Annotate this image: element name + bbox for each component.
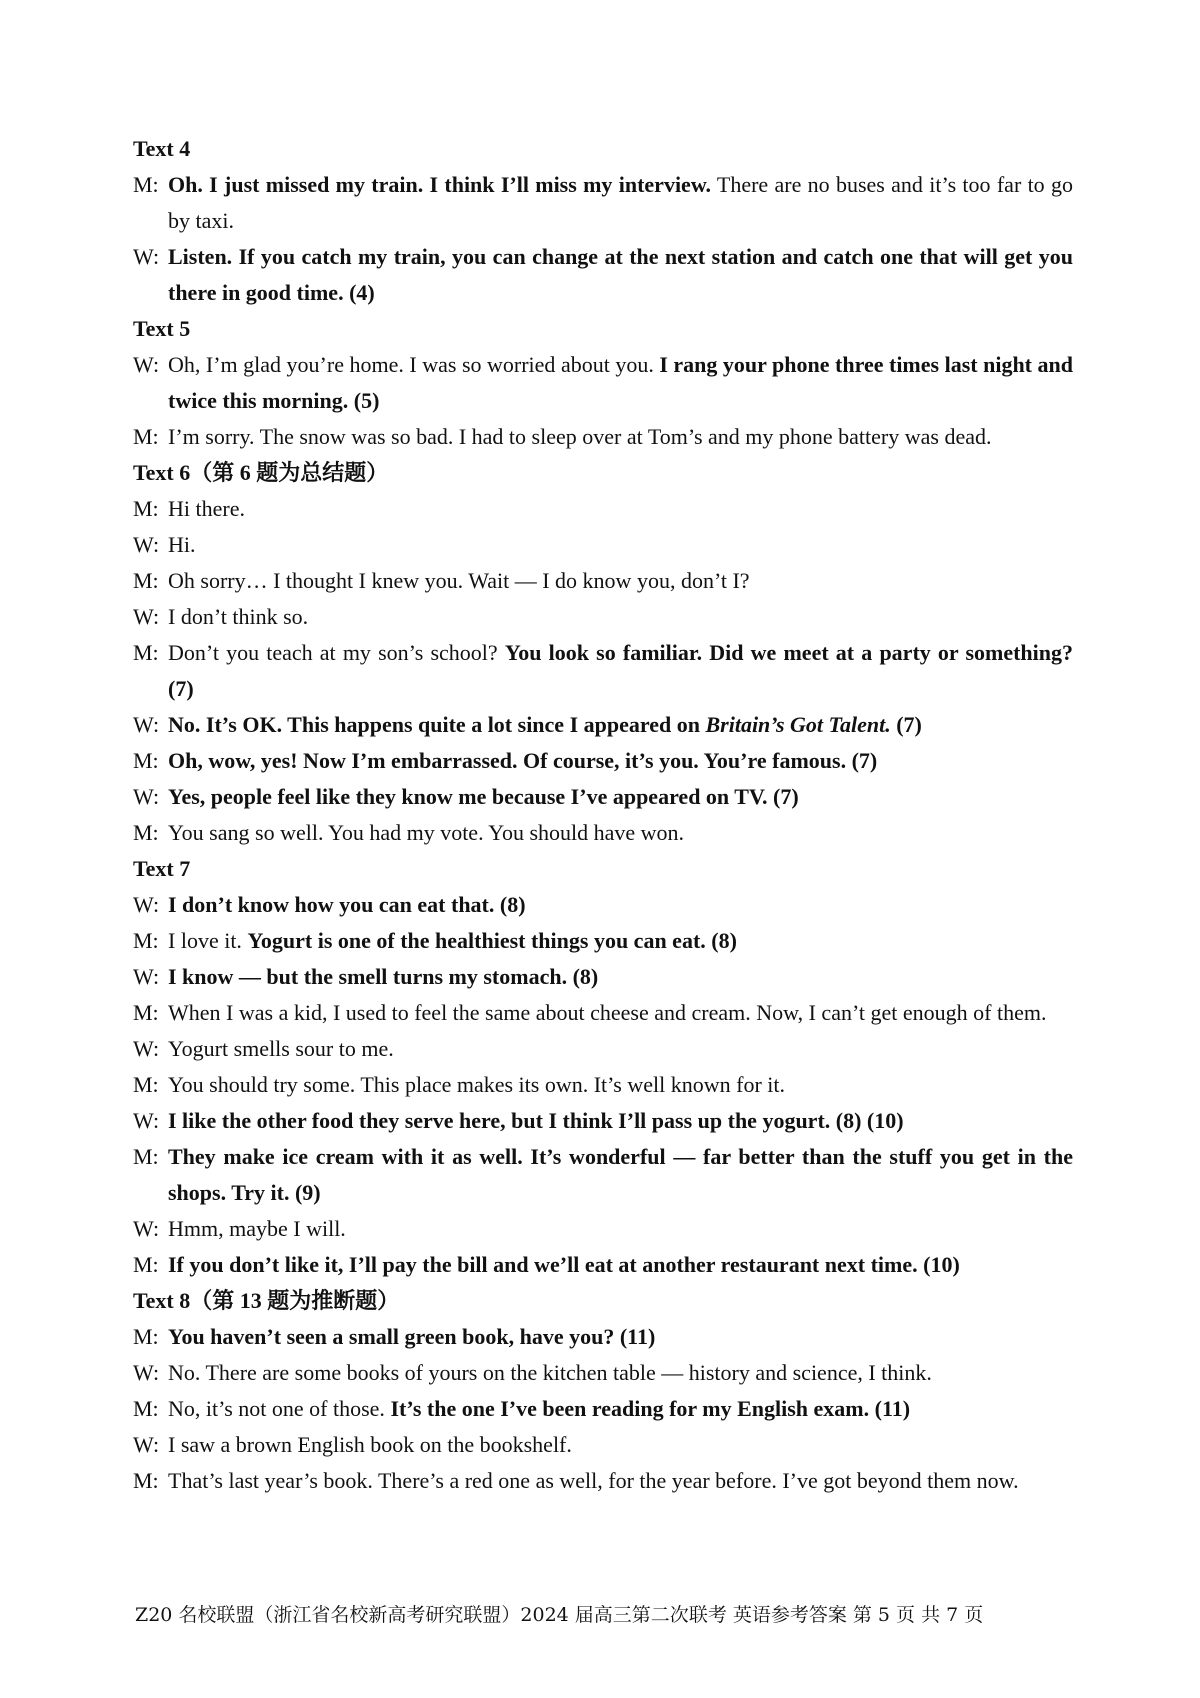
speaker-label: M: (133, 1072, 159, 1097)
dialogue-line (133, 1355, 1073, 1391)
transcript-content (133, 131, 1073, 1499)
speaker-label: W: (133, 1108, 160, 1133)
dialogue-line (133, 599, 1073, 635)
dialogue-line (133, 491, 1073, 527)
dialogue-line (133, 1139, 1073, 1211)
speaker-label: M: (133, 496, 159, 521)
answer-highlight-text: Listen. If you catch my train, you can change at the next station and catch one that will get you there in good time. (4) (168, 244, 1073, 305)
dialogue-line (133, 1319, 1073, 1355)
dialogue-line (133, 527, 1073, 563)
dialogue-text: I love it. (168, 928, 248, 953)
section-heading: Text 8（第 13 题为推断题） (133, 1288, 400, 1313)
answer-highlight-text: You look so familiar. Did we meet at a party or something? (7) (168, 640, 1074, 701)
dialogue-text: You sang so well. You had my vote. You should have won. (168, 820, 685, 845)
speaker-label: W: (133, 604, 160, 629)
dialogue-line (133, 1031, 1073, 1067)
speaker-label: M: (133, 820, 159, 845)
dialogue-text: No. There are some books of yours on the kitchen table — history and science, I think. (168, 1360, 932, 1385)
answer-highlight-text: I rang your phone three times last night and twice this morning. (5) (168, 352, 1073, 413)
answer-highlight-text: It’s the one I’ve been reading for my English exam. (11) (390, 1396, 911, 1421)
dialogue-line (133, 743, 1073, 779)
speaker-label: M: (133, 568, 159, 593)
speaker-label: M: (133, 1144, 159, 1169)
answer-highlight-text: Oh, wow, yes! Now I’m embarrassed. Of course, it’s you. You’re famous. (7) (168, 748, 878, 773)
speaker-label: M: (133, 172, 159, 197)
speaker-label: M: (133, 748, 159, 773)
dialogue-text: No, it’s not one of those. (168, 1396, 391, 1421)
dialogue-line (133, 995, 1073, 1031)
speaker-label: W: (133, 784, 160, 809)
speaker-label: M: (133, 1252, 159, 1277)
speaker-label: M: (133, 928, 159, 953)
dialogue-text: There are no buses and it’s too far to go by taxi. (168, 172, 1073, 233)
dialogue-text: When I was a kid, I used to feel the same about cheese and cream. Now, I can’t get enough of them. (168, 1000, 1047, 1025)
dialogue-text: Oh, I’m glad you’re home. I was so worried about you. (168, 352, 660, 377)
speaker-label: M: (133, 1468, 159, 1493)
answer-highlight-text: I like the other food they serve here, but I think I’ll pass up the yogurt. (8) (10) (168, 1108, 904, 1133)
section-heading: Text 5 (133, 316, 191, 341)
answer-highlight-text: Britain’s Got Talent. (705, 712, 891, 737)
dialogue-text: I saw a brown English book on the bookshelf. (168, 1432, 572, 1457)
dialogue-line (133, 419, 1073, 455)
speaker-label: W: (133, 1036, 160, 1061)
answer-highlight-text: Yogurt is one of the healthiest things you can eat. (8) (247, 928, 737, 953)
dialogue-text: You should try some. This place makes its own. It’s well known for it. (168, 1072, 785, 1097)
speaker-label: M: (133, 1396, 159, 1421)
speaker-label: W: (133, 712, 160, 737)
speaker-label: W: (133, 352, 160, 377)
dialogue-text: Oh sorry… I thought I knew you. Wait — I do know you, don’t I? (168, 568, 750, 593)
dialogue-text: That’s last year’s book. There’s a red one as well, for the year before. I’ve got beyond them now. (168, 1468, 1019, 1493)
answer-highlight-text: If you don’t like it, I’ll pay the bill and we’ll eat at another restaurant next time. (10) (168, 1252, 960, 1277)
answer-highlight-text: I know — but the smell turns my stomach. (8) (168, 964, 599, 989)
page-footer: Z20 名校联盟（浙江省名校新高考研究联盟）2024 届高三第二次联考 英语参考答案 第 5 页 共 7 页 (135, 1604, 984, 1626)
answer-highlight-text: You haven’t seen a small green book, have you? (11) (168, 1324, 656, 1349)
speaker-label: M: (133, 424, 159, 449)
section-heading: Text 6（第 6 题为总结题） (133, 460, 389, 485)
dialogue-line (133, 1463, 1073, 1499)
dialogue-line (133, 707, 1073, 743)
speaker-label: M: (133, 1000, 159, 1025)
dialogue-line (133, 1391, 1073, 1427)
speaker-label: W: (133, 892, 160, 917)
answer-highlight-text: (7) (890, 712, 922, 737)
dialogue-line (133, 887, 1073, 923)
dialogue-text: Hi. (168, 532, 196, 557)
dialogue-line (133, 1247, 1073, 1283)
dialogue-line (133, 347, 1073, 419)
dialogue-line (133, 923, 1073, 959)
speaker-label: W: (133, 244, 160, 269)
speaker-label: M: (133, 640, 159, 665)
speaker-label: W: (133, 1360, 160, 1385)
dialogue-line (133, 563, 1073, 599)
dialogue-line (133, 635, 1073, 707)
dialogue-line (133, 815, 1073, 851)
dialogue-line (133, 1103, 1073, 1139)
dialogue-text: Hi there. (168, 496, 245, 521)
answer-highlight-text: Yes, people feel like they know me because I’ve appeared on TV. (7) (168, 784, 799, 809)
speaker-label: W: (133, 1216, 160, 1241)
dialogue-line (133, 779, 1073, 815)
dialogue-line (133, 167, 1073, 239)
section-heading: Text 4 (133, 136, 191, 161)
dialogue-text: Yogurt smells sour to me. (168, 1036, 394, 1061)
dialogue-line (133, 1067, 1073, 1103)
speaker-label: W: (133, 1432, 160, 1457)
speaker-label: W: (133, 532, 160, 557)
answer-highlight-text: Oh. I just missed my train. I think I’ll miss my interview. (168, 172, 711, 197)
dialogue-text: Hmm, maybe I will. (168, 1216, 346, 1241)
dialogue-line (133, 1211, 1073, 1247)
dialogue-text: I’m sorry. The snow was so bad. I had to sleep over at Tom’s and my phone battery was dead. (168, 424, 992, 449)
dialogue-line (133, 239, 1073, 311)
answer-highlight-text: They make ice cream with it as well. It’s wonderful — far better than the stuff you get in the shops. Try it. (9) (168, 1144, 1073, 1205)
dialogue-line (133, 959, 1073, 995)
dialogue-line (133, 1427, 1073, 1463)
speaker-label: M: (133, 1324, 159, 1349)
dialogue-text: Don’t you teach at my son’s school? (168, 640, 505, 665)
dialogue-text: I don’t think so. (168, 604, 309, 629)
answer-highlight-text: I don’t know how you can eat that. (8) (168, 892, 526, 917)
speaker-label: W: (133, 964, 160, 989)
answer-highlight-text: No. It’s OK. This happens quite a lot since I appeared on (168, 712, 706, 737)
section-heading: Text 7 (133, 856, 191, 881)
